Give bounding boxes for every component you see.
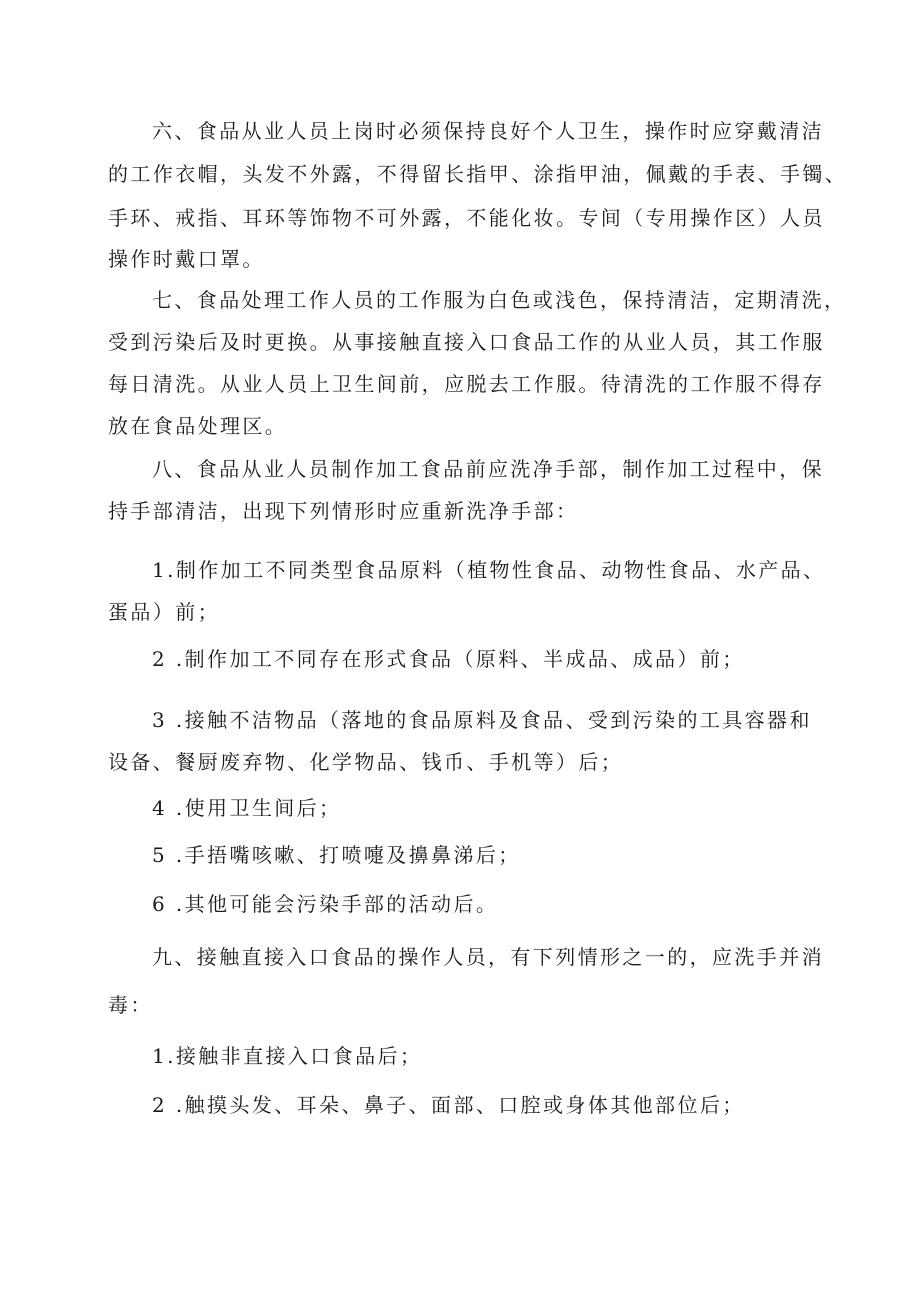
list-item-eight-3-line-2: 设备、餐厨废弃物、化学物品、钱币、手机等）后； [108,750,624,774]
list-item-eight-3-line-1: 3 .接触不洁物品（落地的食品原料及食品、受到污染的工具容器和 [152,708,812,732]
list-item-nine-1: 1.接触非直接入口食品后； [152,1044,423,1068]
list-item-eight-4: 4 .使用卫生间后； [152,796,342,820]
list-item-eight-6: 6 .其他可能会污染手部的活动后。 [152,892,499,916]
paragraph-eight-line-1: 八、食品从业人员制作加工食品前应洗净手部，制作加工过程中，保 [152,457,824,481]
paragraph-six-line-2: 的工作衣帽，头发不外露，不得留长指甲、涂指甲油，佩戴的手表、手镯、 [108,162,848,186]
paragraph-six-line-1: 六、食品从业人员上岗时必须保持良好个人卫生，操作时应穿戴清洁 [152,119,824,143]
paragraph-six-line-3: 手环、戒指、耳环等饰物不可外露，不能化妆。专间（专用操作区）人员 [108,206,825,230]
list-item-eight-1-line-1: 1.制作加工不同类型食品原料（植物性食品、动物性食品、水产品、 [152,558,826,582]
paragraph-nine-line-1: 九、接触直接入口食品的操作人员，有下列情形之一的，应洗手并消 [152,945,824,969]
list-item-eight-1-line-2: 蛋品）前； [108,600,220,624]
list-item-nine-2: 2 .触摸头发、耳朵、鼻子、面部、口腔或身体其他部位后； [152,1093,745,1117]
paragraph-eight-line-2: 持手部清洁，出现下列情形时应重新洗净手部： [108,499,579,523]
paragraph-nine-line-2: 毒： [108,993,153,1017]
paragraph-seven-line-4: 放在食品处理区。 [108,414,288,438]
paragraph-seven-line-3: 每日清洗。从业人员上卫生间前，应脱去工作服。待清洗的工作服不得存 [108,372,825,396]
paragraph-seven-line-1: 七、食品处理工作人员的工作服为白色或浅色，保持清洁，定期清洗， [152,288,847,312]
paragraph-six-line-4: 操作时戴口罩。 [108,247,265,271]
list-item-eight-2: 2 .制作加工不同存在形式食品（原料、半成品、成品）前； [152,647,745,671]
paragraph-seven-line-2: 受到污染后及时更换。从事接触直接入口食品工作的从业人员，其工作服 [108,330,825,354]
list-item-eight-5: 5 .手捂嘴咳嗽、打喷嚏及擤鼻涕后； [152,843,521,867]
